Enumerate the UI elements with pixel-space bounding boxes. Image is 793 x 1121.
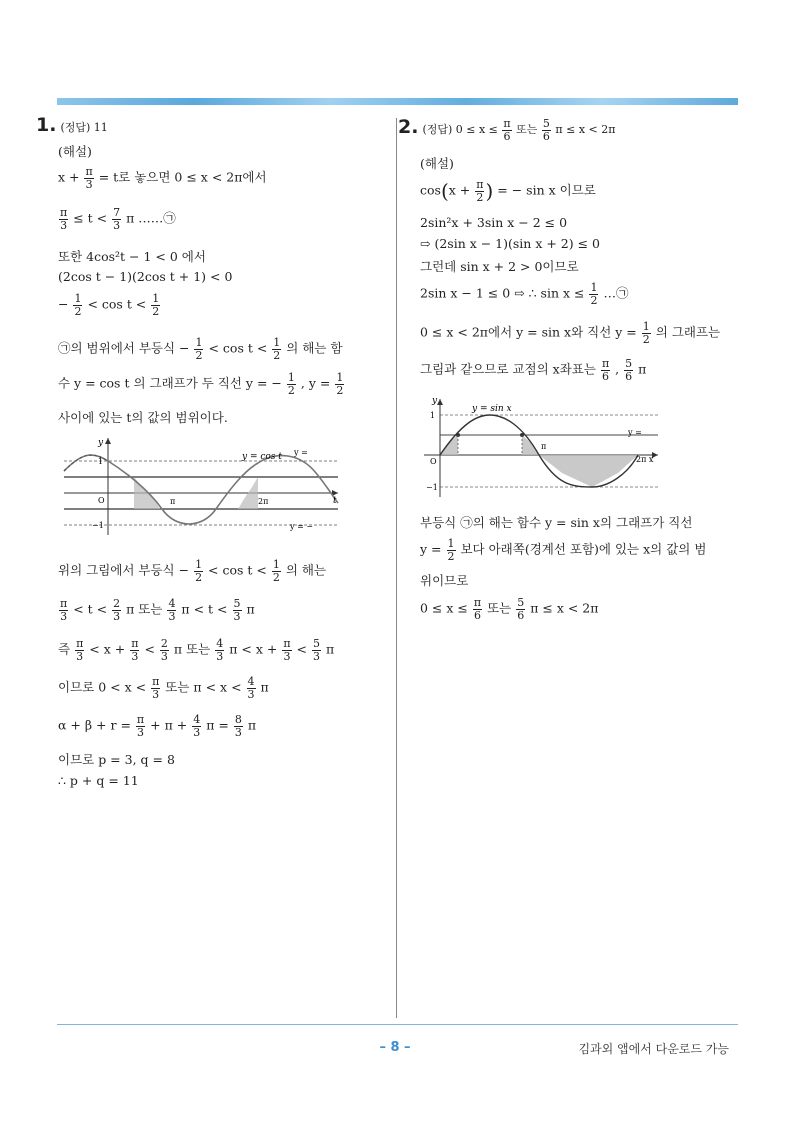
answer: (정답) 11 — [60, 121, 108, 134]
q2-line-11: 0 ≤ x ≤ $\frac{\pi}{6}$ 또는 $\frac{5}{6}$ π ≤ x < 2π — [420, 596, 599, 622]
sine-graph — [422, 395, 662, 500]
download-note: 김과외 앱에서 다운로드 가능 — [578, 1042, 729, 1056]
q2-line-8: 부등식 ㉠의 해는 함수 y = sin x의 그래프가 직선 — [420, 515, 693, 530]
q1-line-8: 사이에 있는 t의 값의 범위이다. — [58, 410, 228, 425]
q2-line-10: 위이므로 — [420, 573, 469, 588]
t-axis-label: t — [333, 496, 337, 506]
q1-line-4: (2cos t − 1)(2cos t + 1) < 0 — [58, 269, 233, 284]
curve-label: y = cos t — [242, 452, 282, 462]
q1-line-13: α + β + r = $\frac{\pi}{3}$ + π + $\frac{4}{3}$ π = $\frac{8}{3}$ π — [58, 713, 257, 739]
q1-line-11: 즉 $\frac{\pi}{3}$ < x + $\frac{\pi}{3}$ < $\frac{2}{3}$ π 또는 $\frac{4}{3}$ π < x + $\frac{\pi}{3}$ < $\frac{5}{3}$ π — [58, 637, 335, 663]
tick-one: 1 — [98, 457, 104, 466]
q2-line-4: 그런데 sin x + 2 > 0이므로 — [420, 259, 579, 274]
q2-line-9: y = $\frac{1}{2}$ 보다 아래쪽(경계선 포함)에 있는 x의 값의 범 — [420, 537, 707, 563]
q1-line-7: 수 y = cos t 의 그래프가 두 직선 y = − $\frac{1}{2}$ , y = $\frac{1}{2}$ — [58, 371, 344, 397]
origin-label: O — [430, 457, 437, 466]
two-pi-label: 2π — [258, 497, 269, 506]
q1-line-15: ∴ p + q = 11 — [58, 773, 139, 788]
origin-label: O — [98, 496, 105, 505]
explanation-label: (해설) — [420, 156, 454, 171]
q1-line-6: ㉠의 범위에서 부등식 − $\frac{1}{2}$ < cos t < $\frac{1}{2}$ 의 해는 함 — [58, 336, 343, 362]
q2-line-6: 0 ≤ x < 2π에서 y = sin x와 직선 y = $\frac{1}{2}$ 의 그래프는 — [420, 320, 721, 346]
q2-line-7: 그림과 같으므로 교점의 x좌표는 $\frac{\pi}{6}$ , $\frac{5}{6}$ π — [420, 357, 647, 383]
curve-label: y = sin x — [472, 404, 512, 414]
line-down-label: y = − — [290, 522, 314, 531]
cosine-graph — [62, 433, 342, 538]
question-number: 2. — [398, 116, 419, 138]
tick-neg-one: −1 — [92, 521, 104, 530]
answer: (정답) 0 ≤ x ≤ $\frac{\pi}{6}$ 또는 $\frac{5}{6}$ π ≤ x < 2π — [422, 116, 616, 143]
tick-one: 1 — [430, 411, 436, 420]
header-bar — [57, 98, 738, 105]
q1-line-9: 위의 그림에서 부등식 − $\frac{1}{2}$ < cos t < $\frac{1}{2}$ 의 해는 — [58, 558, 327, 584]
q1-line-5: − $\frac{1}{2}$ < cos t < $\frac{1}{2}$ — [58, 292, 160, 318]
q1-line-12: 이므로 0 < x < $\frac{\pi}{3}$ 또는 π < x < $\frac{4}{3}$ π — [58, 675, 269, 701]
pi-label: π — [170, 497, 176, 506]
q1-line-3: 또한 4cos²t − 1 < 0 에서 — [58, 249, 206, 264]
footer-rule — [57, 1024, 738, 1025]
q2-line-1: cos(x + $\frac{\pi}{2}$ ) = − sin x 이므로 — [420, 178, 596, 204]
q2-line-2: 2sin²x + 3sin x − 2 ≤ 0 — [420, 215, 568, 230]
tick-neg-one: −1 — [426, 483, 438, 492]
q1-line-2: $\frac{\pi}{3}$ ≤ t < $\frac{7}{3}$ π ……㉠ — [60, 206, 176, 232]
line-label: y = — [628, 428, 642, 437]
q2-line-5: 2sin x − 1 ≤ 0 ⇨ ∴ sin x ≤ $\frac{1}{2}$ …㉠ — [420, 281, 629, 307]
q1-line-10: $\frac{\pi}{3}$ < t < $\frac{2}{3}$ π 또는 $\frac{4}{3}$ π < t < $\frac{5}{3}$ π — [60, 597, 255, 623]
two-pi-label: 2π x — [636, 455, 654, 464]
pi-label: π — [541, 442, 547, 451]
q1-line-14: 이므로 p = 3, q = 8 — [58, 752, 175, 767]
q2-line-3: ⇨ (2sin x − 1)(sin x + 2) ≤ 0 — [420, 236, 600, 251]
y-axis-label: y — [432, 396, 438, 406]
line-up-label: y = — [294, 448, 308, 457]
q1-line-1: x + $\frac{\pi}{3}$ = t로 놓으면 0 ≤ x < 2π에서 — [58, 165, 267, 191]
question-number: 1. — [36, 114, 57, 136]
explanation-label: (해설) — [58, 144, 92, 159]
column-divider — [396, 118, 397, 1018]
y-axis-label: y — [98, 438, 104, 448]
page-number: – 8 – — [379, 1040, 411, 1055]
